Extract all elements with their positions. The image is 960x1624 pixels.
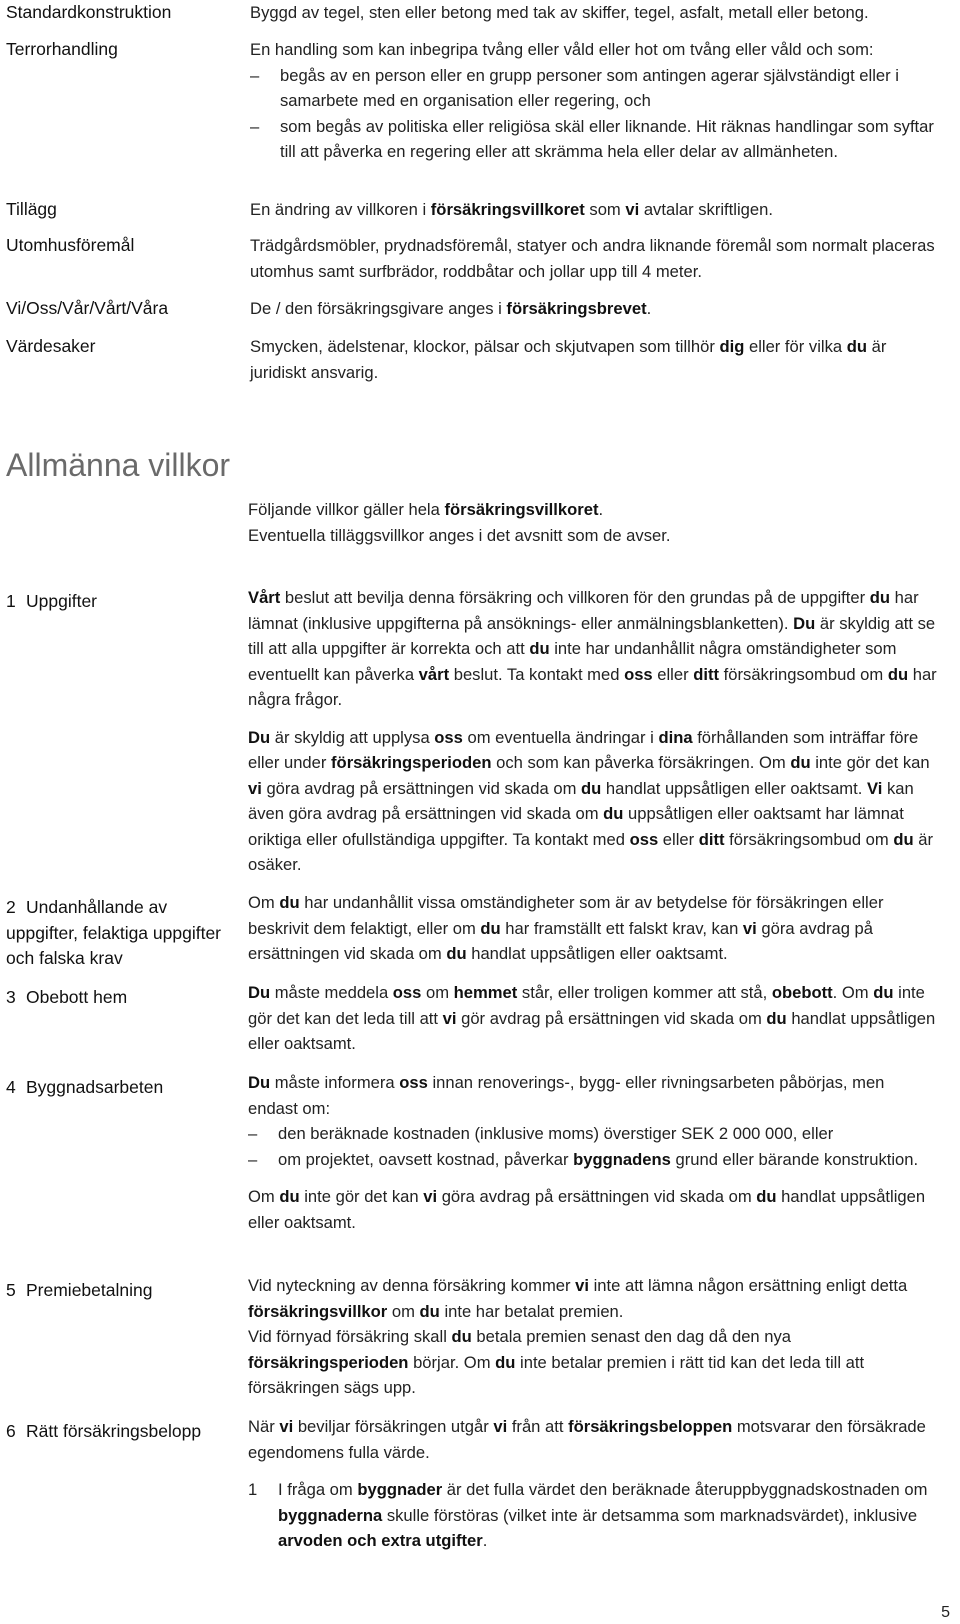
section-body-5: [248, 1273, 938, 1401]
text-run: En ändring av villkoren i: [250, 200, 431, 219]
paragraph: Du är skyldig att upplysa oss om eventuella ändringar i dina förhållanden som inträffar före eller under försäkringsperioden och som kan påverka försäkringen. Om du inte gör det kan vi göra avdrag på ersättningen vid skada om du handlat uppsåtligen eller oaktsamt. Vi kan även göra avdrag på ersättningen vid skada om du uppsåtligen eller oaktsamt har lämnat oriktiga eller ofullständiga uppgifter. Ta kontakt med oss eller ditt försäkringsombud om du är osäker.: [248, 727, 933, 874]
list-item: – om projektet, oavsett kostnad, påverkar byggnadens grund eller bärande konstruktion.: [248, 1147, 938, 1173]
def-tillagg: [250, 197, 940, 223]
text-run: Smycken, ädelstenar, klockor, pälsar och skjutvapen som tillhör: [250, 337, 720, 356]
page-number: 5: [941, 1604, 950, 1621]
list-item: – den beräknade kostnaden (inklusive moms) överstiger SEK 2 000 000, eller: [248, 1121, 938, 1147]
paragraph: Om du har undanhållit vissa omständigheter som är av betydelse för försäkringen eller beskrivit dem felaktigt, eller om du har framställt ett falskt krav, kan vi göra avdrag på ersättningen vid skada om du handlat uppsåtligen eller oaktsamt.: [248, 893, 884, 963]
section-label-6: [6, 1419, 231, 1445]
def-standardkonstruktion: Byggd av tegel, sten eller betong med tak av skiffer, tegel, asfalt, metall eller betong.: [250, 3, 869, 22]
numbered-item: 1 I fråga om byggnader är det fulla värdet den beräknade återuppbyggnadskostnaden om byggnaderna skulle förstöras (vilket inte är detsamma som marknadsvärdet), inklusive arvoden och extra utgifter.: [248, 1480, 928, 1550]
text-run: De / den försäkringsgivare anges i: [250, 299, 507, 318]
conditions-list: [248, 1121, 938, 1172]
text-run: .: [646, 299, 652, 318]
section-heading: Allmänna villkor: [6, 447, 231, 483]
section-number: 5: [6, 1280, 16, 1300]
paragraph: Vårt beslut att bevilja denna försäkring och villkoren för den grundas på de uppgifter du har lämnat (inklusive uppgifterna på ansöknings- eller anmälningsblanketten). Du är skyldig att se till att alla uppgifter är korrekta och att du inte har undanhållit några omständigheter som eventuellt kan påverka vårt beslut. Ta kontakt med oss eller ditt försäkringsombud om du har några frågor.: [248, 588, 937, 709]
section-number: 3: [6, 987, 16, 1007]
bold-term: vi: [625, 200, 640, 219]
text-run: eller för vilka: [744, 337, 847, 356]
list-item: – begås av en person eller en grupp personer som antingen agerar självständigt eller i samarbete med en organisation eller regering, och: [250, 63, 940, 114]
section-label-1: [6, 589, 231, 615]
intro-line-1: [248, 497, 938, 523]
term-vi-oss: Vi/Oss/Vår/Vårt/Våra: [6, 298, 169, 318]
section-label-3: [6, 985, 231, 1011]
text-run: avtalar skriftligen.: [639, 200, 773, 219]
term-tillagg: Tillägg: [6, 199, 57, 219]
bold-term: försäkringsbrevet: [506, 299, 647, 318]
section-title: Undanhållande av uppgifter, felaktiga uppgifter och falska krav: [6, 897, 222, 968]
def-vi-oss: [250, 296, 940, 322]
paragraph: Vid förnyad försäkring skall du betala premien senast den dag då den nya försäkringsperioden börjar. Om du inte betalar premien i rätt tid kan det leda till att försäkringen sägs upp.: [248, 1327, 865, 1397]
term-utomhusforemal: Utomhusföremål: [6, 235, 135, 255]
section-number: 6: [6, 1421, 16, 1441]
bold-term: du: [846, 337, 867, 356]
text-run: .: [598, 500, 604, 519]
def-terrorhandling-intro: En handling som kan inbegripa tvång eller våld eller hot om tvång eller våld och som:: [250, 40, 874, 59]
def-terrorhandling-list: [250, 63, 940, 165]
section-title: Uppgifter: [26, 591, 98, 611]
text-run: är juridiskt ansvarig.: [250, 337, 887, 382]
general-intro: [248, 497, 938, 548]
def-vardesaker: [250, 334, 940, 385]
list-item: – som begås av politiska eller religiösa skäl eller liknande. Hit räknas handlingar som syftar till att påverka en regering eller att skrämma hela eller delar av allmänheten.: [250, 114, 940, 165]
paragraph: Vid nyteckning av denna försäkring kommer vi inte att lämna någon ersättning enligt detta försäkringsvillkor om du inte har betalat premien.: [248, 1276, 908, 1321]
paragraph: Du måste meddela oss om hemmet står, eller troligen kommer att stå, obebott. Om du inte gör det kan det leda till att vi gör avdrag på ersättningen vid skada om du handlat uppsåtligen eller oaktsamt.: [248, 983, 936, 1053]
section-body-2: [248, 890, 938, 967]
section-number: 4: [6, 1077, 16, 1097]
section-number: 2: [6, 897, 16, 917]
paragraph: Om du inte gör det kan vi göra avdrag på ersättningen vid skada om du handlat uppsåtligen eller oaktsamt.: [248, 1187, 926, 1232]
bold-term: dig: [719, 337, 745, 356]
section-title: Rätt försäkringsbelopp: [26, 1421, 202, 1441]
section-label-4: [6, 1075, 231, 1101]
term-vardesaker: Värdesaker: [6, 336, 96, 356]
section-title: Obebott hem: [26, 987, 128, 1007]
def-utomhusforemal: Trädgårdsmöbler, prydnadsföremål, statyer och andra liknande föremål som normalt placeras utomhus samt surfbrädor, roddbåtar och jollar upp till 4 meter.: [250, 236, 935, 281]
paragraph: När vi beviljar försäkringen utgår vi från att försäkringsbeloppen motsvarar den försäkrade egendomens fulla värde.: [248, 1417, 926, 1462]
section-body-6: [248, 1414, 938, 1554]
text-run: som: [584, 200, 626, 219]
section-body-1: [248, 585, 938, 878]
bold-term: försäkringsvillkoret: [444, 500, 599, 519]
text-run: Följande villkor gäller hela: [248, 500, 445, 519]
section-number: 1: [6, 591, 16, 611]
def-terrorhandling: [250, 37, 940, 165]
section-title: Premiebetalning: [26, 1280, 153, 1300]
term-standardkonstruktion: Standardkonstruktion: [6, 2, 172, 22]
section-body-4: [248, 1070, 938, 1235]
section-body-3: [248, 980, 938, 1057]
bold-term: försäkringsvillkoret: [430, 200, 585, 219]
section-title: Byggnadsarbeten: [26, 1077, 164, 1097]
section-label-2: [6, 895, 221, 972]
term-terrorhandling: Terrorhandling: [6, 39, 118, 59]
intro-line-2: Eventuella tilläggsvillkor anges i det avsnitt som de avser.: [248, 525, 671, 545]
paragraph: Du måste informera oss innan renoverings-, bygg- eller rivningsarbeten påbörjas, men endast om:: [248, 1073, 885, 1118]
section-label-5: [6, 1278, 231, 1304]
